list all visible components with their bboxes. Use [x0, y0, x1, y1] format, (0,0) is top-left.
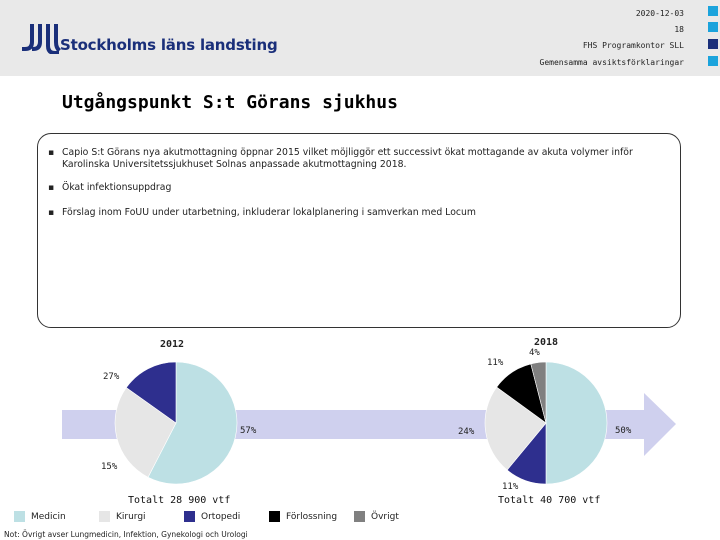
- pie-2012-label-medicin: 57%: [240, 426, 257, 436]
- legend-label-medicin: Medicin: [31, 512, 66, 522]
- bullet-text-2: Ökat infektionsuppdrag: [62, 182, 172, 193]
- pie-2018-slice-medicin: [546, 362, 607, 484]
- pie-2012-year: 2012: [160, 339, 185, 350]
- pie-2012-label-ortopedi: 15%: [101, 462, 118, 472]
- footnote: Not: Övrigt avser Lungmedicin, Infektion, Gynekologi och Urologi: [4, 530, 248, 539]
- legend-label-kirurgi: Kirurgi: [116, 512, 146, 522]
- pie-2018-label-kirurgi: 24%: [458, 427, 475, 437]
- pie-2018-total: Totalt 40 700 vtf: [498, 495, 601, 506]
- bullet-marker: ▪: [48, 208, 55, 218]
- pie-2012-total: Totalt 28 900 vtf: [128, 495, 231, 506]
- pie-2018-year: 2018: [534, 337, 559, 348]
- slide-page-number: 18: [674, 25, 684, 34]
- bullet-marker: ▪: [48, 183, 55, 193]
- legend-label-forlossning: Förlossning: [286, 512, 338, 522]
- legend-swatch-ovrigt: [354, 511, 365, 522]
- slide-subtitle: Gemensamma avsiktsförklaringar: [539, 58, 684, 67]
- bullet-marker: ▪: [48, 148, 55, 158]
- bullet-text-3: Förslag inom FoUU under utarbetning, inkluderar lokalplanering i samverkan med Locum: [62, 207, 476, 218]
- pie-2018-label-ovrigt: 4%: [529, 348, 540, 358]
- legend-swatch-ortopedi: [184, 511, 195, 522]
- pie-2018-label-forlossning: 11%: [487, 358, 504, 368]
- pie-2012-label-kirurgi: 27%: [103, 372, 120, 382]
- legend-label-ortopedi: Ortopedi: [201, 512, 241, 522]
- legend-label-ovrigt: Övrigt: [371, 512, 399, 522]
- legend-swatch-forlossning: [269, 511, 280, 522]
- legend-swatch-kirurgi: [99, 511, 110, 522]
- bullet-text-1: Capio S:t Görans nya akutmottagning öppnar 2015 vilket möjliggör ett successivt ökat mottagande av akuta volymer inför Karolinska Universitetssjukhuset Solnas anpassade akutmottagning 2018.: [62, 147, 633, 170]
- brand-name: Stockholms läns landsting: [60, 36, 278, 54]
- slide-title: Utgångspunkt S:t Görans sjukhus: [62, 92, 398, 113]
- slide-office: FHS Programkontor SLL: [582, 41, 684, 50]
- pie-2018-label-medicin: 50%: [615, 426, 632, 436]
- legend-swatch-medicin: [14, 511, 25, 522]
- pie-2018-label-ortopedi: 11%: [502, 482, 519, 492]
- slide-date: 2020-12-03: [635, 9, 684, 18]
